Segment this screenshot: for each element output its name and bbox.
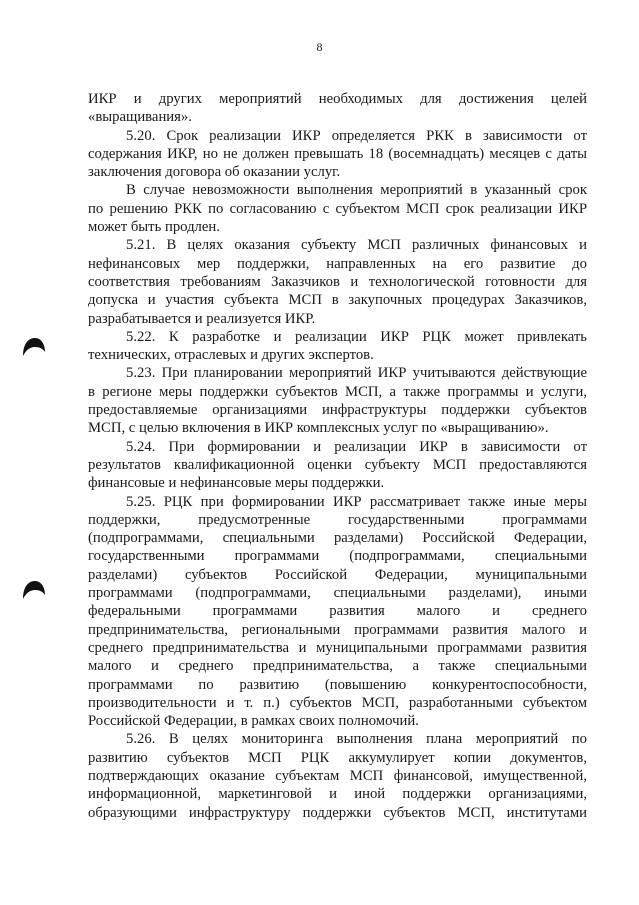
text-line: 5.21. В целях оказания субъекту МСП различных финансовых и [126, 237, 587, 254]
text-line: финансовые и нефинансовые меры поддержки. [88, 475, 385, 492]
text-line: развитию субъектов МСП РЦК аккумулирует копии документов, [88, 749, 587, 766]
text-line: среднего предпринимательства и муниципальными программами развития [88, 639, 587, 656]
text-line: малого и среднего предпринимательства, а также специальными [88, 658, 587, 675]
page-number: 8 [316, 40, 323, 54]
text-line: 5.22. К разработке и реализации ИКР РЦК может привлекать [126, 328, 587, 345]
text-line: ИКР и других мероприятий необходимых для достижения целей [88, 91, 587, 107]
text-line: в регионе меры поддержки субъектов МСП, а также программы и услуги, [88, 383, 587, 400]
text-line: государственными программами (подпрограммами, специальными [88, 548, 587, 565]
text-line: программами (подпрограммами, специальными разделами), иными [88, 585, 587, 602]
text-line: разрабатывается и реализуется ИКР. [88, 310, 316, 327]
text-line: 5.20. Срок реализации ИКР определяется РКК в зависимости от [126, 127, 587, 144]
text-line: содержания ИКР, но не должен превышать 18 (восемнадцать) месяцев с даты [88, 145, 587, 162]
text-line: технических, отраслевых и других экспертов. [88, 347, 374, 364]
text-line: МСП, с целью включения в ИКР комплексных услуг по «выращиванию». [88, 420, 549, 437]
text-line: подтверждающих оказание субъектам МСП финансовой, имущественной, [88, 767, 587, 784]
text-line: федеральными программами развития малого и среднего [88, 603, 587, 620]
text-line: информационной, маркетинговой и иной поддержки организациями, [88, 786, 587, 803]
text-line: предпринимательства, региональными программами развития малого и [88, 621, 587, 638]
text-line: нефинансовых мер поддержки, направленных на его развитие до [88, 255, 587, 272]
text-line: предоставляемые организациями инфраструктуры поддержки субъектов [88, 402, 587, 419]
punch-hole-mark-top [22, 337, 46, 357]
text-line: (подпрограммами, специальными разделами) Российской Федерации, [88, 530, 587, 547]
text-line: по решению РКК по согласованию с субъектом МСП срок реализации ИКР [88, 200, 587, 217]
text-line: «выращивания». [88, 109, 192, 126]
text-line: 5.23. При планировании мероприятий ИКР учитываются действующие [126, 365, 587, 382]
text-line: может быть продлен. [88, 219, 220, 236]
text-line: 5.24. При формировании и реализации ИКР в зависимости от [126, 438, 587, 455]
text-line: производительности и т. п.) субъектов МСП, разработанными субъектом [88, 694, 587, 711]
text-line: допуска и участия субъекта МСП в закупочных процедурах Заказчиков, [88, 292, 587, 309]
text-line: В случае невозможности выполнения мероприятий в указанный срок [126, 182, 587, 199]
text-line: заключения договора об оказании услуг. [88, 164, 341, 181]
text-line: разделами) субъектов Российской Федерации, муниципальными [88, 566, 587, 583]
text-line: соответствия требованиям Заказчиков и технологической готовности для [88, 273, 587, 290]
text-line: Российской Федерации, в рамках своих полномочий. [88, 713, 419, 730]
text-line: результатов квалификационной оценки субъекту МСП предоставляются [88, 456, 587, 473]
text-line: программами по развитию (повышению конкурентоспособности, [88, 676, 587, 693]
text-line: 5.25. РЦК при формировании ИКР рассматривает также иные меры [126, 493, 587, 510]
text-line: образующими инфраструктуру поддержки субъектов МСП, институтами [88, 804, 587, 821]
text-line: поддержки, предусмотренные государственными программами [88, 511, 587, 528]
document-body [88, 90, 587, 822]
text-line: 5.26. В целях мониторинга выполнения плана мероприятий по [126, 731, 587, 748]
punch-hole-mark-bottom [22, 580, 46, 600]
